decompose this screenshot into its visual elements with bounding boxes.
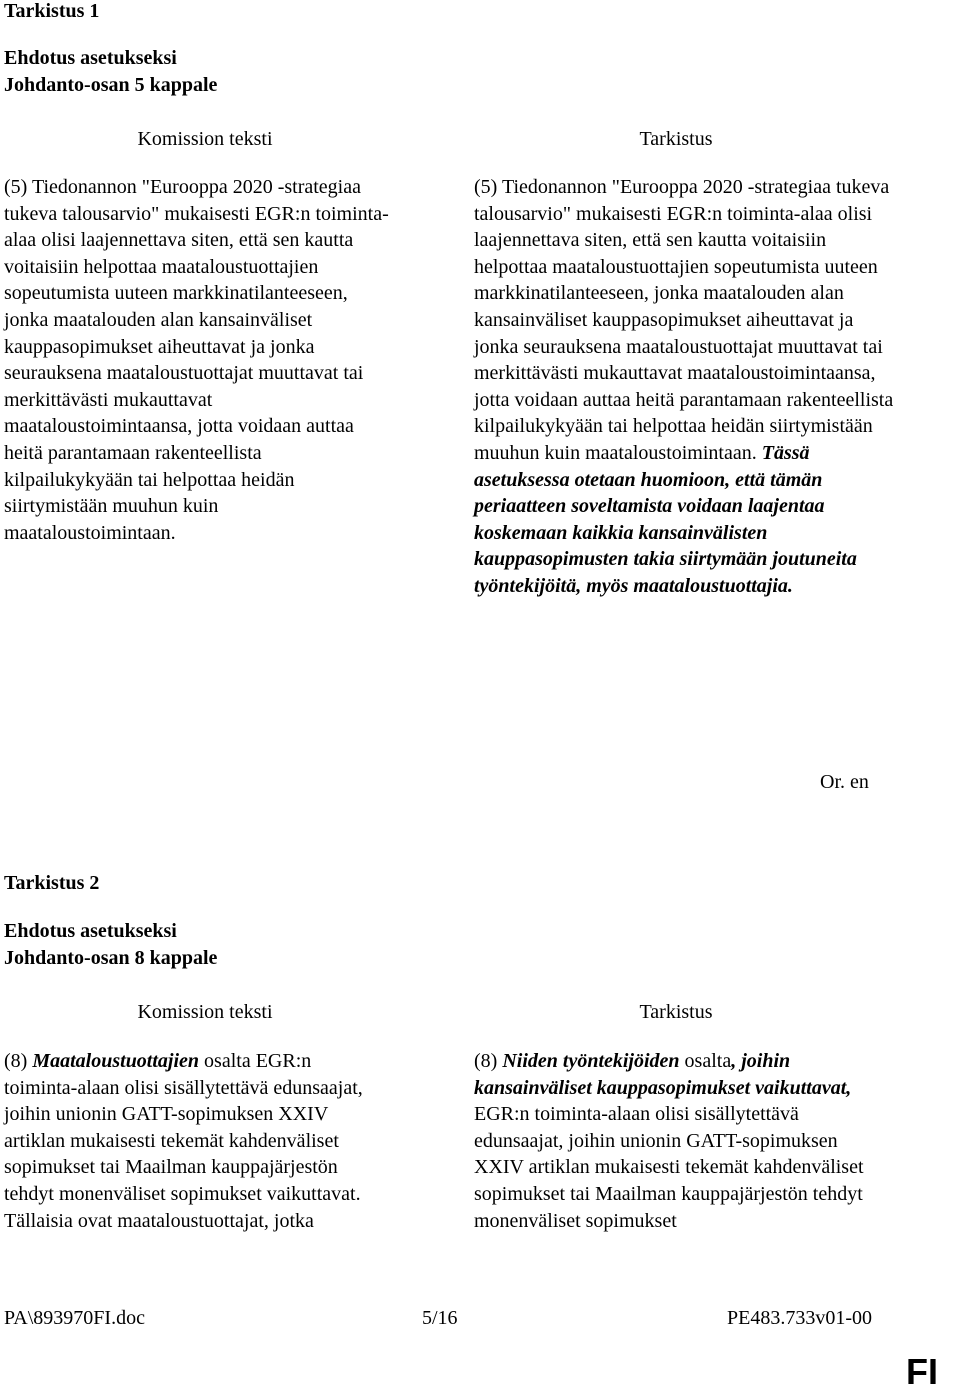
amendment-2-left-emph: Maataloustuottajien: [32, 1050, 200, 1072]
amendment-2-right-emph-2: , joihin kansainväliset kauppasopimukset vaikuttavat,: [474, 1050, 852, 1099]
amendment-1-right-added-text: Tässä asetuksessa otetaan huomioon, että tämän periaatteen soveltamista voidaan laajentaa koskemaan kaikkia kansainvälisten kauppasopimusten takia siirtymään joutuneita työntekijöitä, myös maataloustuottajia.: [474, 441, 857, 597]
footer-ref: PE483.733v01-00: [727, 1307, 872, 1329]
amendment-1-left-paragraph: (5) Tiedonannon "Eurooppa 2020 -strategiaa tukeva talousarvio" mukaisesti EGR:n toiminta-alaa olisi laajennettava siten, että sen kautta voitaisiin helpottaa maataloustuottajien sopeutumista uuteen markkinatilanteeseen, jonka maatalouden alan kansainväliset kauppasopimukset aiheuttavat ja jonka seurauksena maataloustuottajat muuttavat tai merkittävästi mukauttavat maataloustoimintaansa, jotta voidaan auttaa heitä parantamaan rakenteellista kilpailukykyään tai helpottaa heidän siirtymistään muuhun kuin maataloustoimintaan.: [4, 176, 389, 544]
footer-lang: FI: [906, 1351, 938, 1392]
amendment-2-right-header: Tarkistus: [639, 1001, 713, 1023]
amendment-2-right-rest: EGR:n toiminta-alaan olisi sisällytettävä edunsaajat, joihin unionin GATT-sopimuksen XXIV artiklan mukaisesti tekemät kahdenväliset sopimukset tai Maailman kauppajärjestön tehdyt monenväliset sopimukset: [474, 1103, 864, 1232]
amendment-1-section: Johdanto-osan 5 kappale: [4, 74, 218, 96]
amendment-2-right-num: (8): [474, 1050, 503, 1072]
original-language: Or. en: [820, 771, 869, 793]
footer-page: 5/16: [422, 1307, 458, 1329]
amendment-1-title: Tarkistus 1: [4, 0, 100, 22]
amendment-2-commission-text: [4, 1048, 379, 1234]
amendment-1-right-paragraph: [474, 174, 894, 600]
amendment-2-amendment-text: [474, 1048, 874, 1234]
amendment-2-left-header: Komission teksti: [137, 1001, 273, 1023]
amendment-1-right-text: (5) Tiedonannon "Eurooppa 2020 -strategiaa tukeva talousarvio" mukaisesti EGR:n toiminta-alaa olisi laajennettava siten, että sen kautta voitaisiin helpottaa maataloustuottajien sopeutumista uuteen markkinatilanteeseen, jonka maatalouden alan kansainväliset kauppasopimukset aiheuttavat ja jonka seurauksena maataloustuottajat muuttavat tai merkittävästi mukauttavat maataloustoimintaansa, jotta voidaan auttaa heitä parantamaan rakenteellista kilpailukykyään tai helpottaa heidän siirtymistään muuhun kuin maataloustoimintaan.: [474, 176, 894, 464]
amendment-2-right-emph-1: Niiden työntekijöiden: [502, 1050, 680, 1072]
amendment-2-right-mid: osalta: [679, 1050, 732, 1072]
amendment-2-left-num: (8): [4, 1050, 33, 1072]
amendment-2-proposal: Ehdotus asetukseksi: [4, 920, 177, 942]
footer-doc: PA\893970FI.doc: [4, 1307, 145, 1329]
amendment-2-left-paragraph: [4, 1048, 379, 1234]
amendment-1-left-header: Komission teksti: [137, 128, 273, 150]
amendment-2-right-paragraph: [474, 1048, 874, 1234]
amendment-2-section: Johdanto-osan 8 kappale: [4, 947, 218, 969]
amendment-2-title: Tarkistus 2: [4, 872, 100, 894]
amendment-1-proposal: Ehdotus asetukseksi: [4, 47, 177, 69]
amendment-1-amendment-text: [474, 174, 894, 600]
amendment-2-left-rest: osalta EGR:n toiminta-alaan olisi sisällytettävä edunsaajat, joihin unionin GATT-sopimuksen XXIV artiklan mukaisesti tekemät kahdenväliset sopimukset tai Maailman kauppajärjestön tehdyt monenväliset sopimukset vaikuttavat. Tällaisia ovat maataloustuottajat, jotka: [4, 1050, 363, 1232]
amendment-1-commission-text: [4, 174, 394, 546]
amendment-1-right-header: Tarkistus: [639, 128, 713, 150]
